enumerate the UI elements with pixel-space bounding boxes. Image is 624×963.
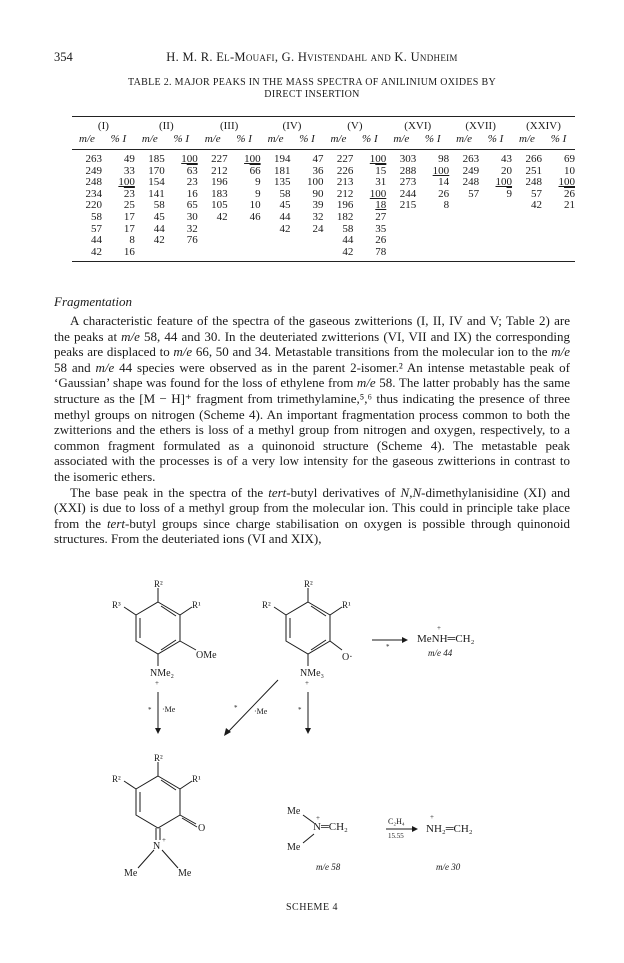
mass-spectra-table (72, 116, 575, 262)
table-cell (449, 200, 479, 212)
table-cell (228, 224, 261, 236)
scheme-4-drawing (110, 578, 530, 958)
table-col-mz: m/e (449, 133, 479, 150)
table-cell: 42 (323, 247, 353, 262)
mid-plus: + (305, 679, 309, 687)
table-cell: 69 (564, 153, 575, 165)
table-col-intensity: % I (165, 133, 198, 150)
me44-label: m/e 44 (428, 648, 453, 658)
table-group-header: (XVII) (449, 117, 512, 134)
mid-oxide: O· (342, 652, 353, 663)
table-cell: 263 (85, 153, 102, 165)
table-col-intensity: % I (291, 133, 324, 150)
table-cell (416, 224, 449, 236)
table-cell: 100 (369, 153, 387, 165)
table-cell (198, 235, 228, 247)
table-cell: 100 (432, 164, 450, 177)
table-cell (386, 212, 416, 224)
table-cell: 303 (399, 153, 417, 165)
table-cell: 42 (216, 210, 228, 223)
section-heading: Fragmentation (54, 294, 132, 309)
table-cell: 57 (530, 187, 542, 200)
table-group-header: (V) (323, 117, 386, 134)
table-cell: 220 (85, 199, 102, 212)
table-cell: 9 (255, 176, 261, 189)
table-cell: 288 (399, 164, 417, 177)
iminium-me-top: Me (287, 806, 301, 817)
table-cell (542, 224, 575, 236)
q-r1: R¹ (192, 774, 201, 784)
table-cell (198, 247, 228, 262)
table-cell: 26 (375, 234, 387, 247)
left-r3: R³ (112, 600, 121, 610)
table-group-header: (I) (72, 117, 135, 134)
arrow-star-1: * (386, 643, 390, 651)
arrow-head-menh (402, 637, 408, 643)
table-group-header: (III) (198, 117, 261, 134)
table-cell: 8 (129, 234, 135, 247)
table-cell: 90 (312, 187, 324, 200)
table-cell: 100 (369, 187, 387, 200)
table-cell: 234 (85, 187, 102, 200)
table-cell: 23 (186, 176, 198, 189)
table-cell: 44 (153, 222, 165, 235)
table-cell: 65 (186, 199, 198, 212)
table-cell (449, 224, 479, 236)
table-cell: 42 (279, 222, 291, 235)
table-cell: 141 (148, 187, 165, 200)
table-cell: 46 (249, 210, 261, 223)
iminium-me-bottom: Me (287, 842, 301, 853)
table-cell: 227 (211, 153, 228, 165)
table-group-header: (XVI) (386, 117, 449, 134)
table-cell: 44 (90, 234, 102, 247)
table-cell (198, 224, 228, 236)
table-caption-line-1: TABLE 2. MAJOR PEAKS IN THE MASS SPECTRA OF ANILINIUM OXIDES BY (128, 77, 496, 88)
table-cell: 10 (564, 164, 575, 177)
table-cell: 212 (336, 187, 354, 200)
table-cell: 76 (186, 234, 198, 247)
table-cell: 98 (438, 153, 450, 165)
table-cell (479, 212, 512, 224)
table-col-mz: m/e (261, 133, 291, 150)
table-cell: 183 (211, 187, 228, 200)
table-cell (291, 235, 324, 247)
table-row (72, 224, 575, 236)
table-cell: 30 (186, 210, 198, 223)
table-cell: 44 (279, 210, 291, 223)
table-cell: 33 (123, 164, 135, 177)
table-cell (416, 235, 449, 247)
table-cell: 215 (399, 199, 417, 212)
table-cell: 45 (279, 199, 291, 212)
table-cell: 170 (148, 164, 165, 177)
table-cell (449, 247, 479, 262)
iminium-n-ch2: N═CH₂ (313, 821, 348, 833)
c2h4-metastable: 15.55 (388, 832, 404, 840)
table-cell: 154 (148, 176, 165, 189)
table-cell: 49 (123, 153, 135, 165)
q-r2: R² (154, 753, 163, 763)
mid-r2: R² (304, 579, 313, 589)
table-cell (416, 212, 449, 224)
table-group-header: (XXIV) (512, 117, 575, 134)
table-cell: 36 (312, 164, 324, 177)
table-cell: 43 (501, 153, 513, 165)
table-cell: 32 (186, 222, 198, 235)
c2h4-label: C₂H₄ (388, 817, 405, 826)
table-cell (479, 247, 512, 262)
table-cell: 212 (211, 164, 228, 177)
diag-star: * (234, 704, 238, 712)
nh2-plus: + (430, 813, 434, 821)
left-me-loss: ·Me (162, 705, 176, 714)
table-cell: 58 (342, 222, 354, 235)
table-cell: 249 (462, 164, 480, 177)
table-col-mz: m/e (512, 133, 542, 150)
page-number: 354 (54, 50, 73, 64)
table-cell: 9 (506, 187, 513, 200)
scheme-label: SCHEME 4 (286, 902, 339, 913)
table-cell: 42 (153, 234, 165, 247)
table-row (72, 212, 575, 224)
table-col-mz: m/e (72, 133, 102, 150)
table-cell: 100 (306, 176, 324, 189)
table-cell: 15 (375, 164, 387, 177)
running-head-authors: H. M. R. El-Mouafi, G. Hvistendahl and K. Undheim (166, 50, 458, 64)
table-cell (228, 235, 261, 247)
table-cell: 248 (525, 176, 542, 189)
table-cell: 26 (438, 187, 450, 200)
table-cell (135, 247, 165, 262)
table-cell: 63 (186, 164, 198, 177)
table-cell (512, 235, 542, 247)
table-cell: 248 (462, 176, 480, 189)
table-cell (512, 224, 542, 236)
table-col-intensity: % I (542, 133, 575, 150)
me58-label: m/e 58 (316, 862, 341, 872)
table-cell: 266 (525, 153, 542, 165)
table-cell: 42 (530, 199, 542, 212)
table-cell: 251 (525, 164, 542, 177)
table-cell (165, 247, 198, 262)
table-cell: 18 (375, 199, 387, 212)
table-cell: 78 (353, 247, 386, 262)
table-cell: 213 (336, 176, 354, 189)
q-nitrogen: N (153, 841, 161, 852)
me30-label: m/e 30 (436, 862, 461, 872)
table-cell: 8 (443, 199, 450, 212)
scheme-4 (110, 578, 530, 958)
table-cell: 9 (255, 187, 261, 200)
anisidine-ring (124, 588, 196, 666)
q-me-left: Me (124, 868, 138, 879)
table-cell: 100 (495, 176, 513, 189)
mid-r2-left: R² (262, 600, 271, 610)
table-cell: 263 (462, 153, 480, 165)
table-cell: 100 (558, 176, 575, 189)
q-oxygen: O (198, 823, 206, 834)
table-cell (386, 224, 416, 236)
table-cell (261, 235, 291, 247)
table-cell (261, 247, 291, 262)
table-group-header: (IV) (261, 117, 324, 134)
table-col-intensity: % I (479, 133, 512, 150)
table-row (72, 200, 575, 212)
table-cell: 44 (342, 234, 354, 247)
q-r2-left: R² (112, 774, 121, 784)
diag-me-loss: ·Me (254, 707, 268, 716)
table-cell: 66 (249, 164, 261, 177)
table-cell: 105 (211, 199, 228, 212)
table-cell (416, 247, 449, 262)
table-cell (386, 235, 416, 247)
table-cell (228, 247, 261, 262)
table-col-intensity: % I (228, 133, 261, 150)
menh-ch2: MeNH═CH₂ (417, 633, 475, 645)
table-cell: 181 (274, 164, 291, 177)
table-cell: 273 (399, 176, 417, 189)
table-row (72, 247, 575, 262)
table-cell: 100 (181, 153, 198, 165)
table-cell: 185 (148, 153, 165, 165)
left-nme2: NMe₂ (150, 668, 175, 679)
nh2-ch2: NH₂═CH₂ (426, 823, 473, 835)
table-col-intensity: % I (102, 133, 135, 150)
table-cell: 35 (375, 222, 387, 235)
paragraph-2: The base peak in the spectra of the tert-butyl derivatives of N,N-dimethylanisidine (XI) and (XXI) is due to loss of a methyl group from the molecular ion. This could in principle take place from the tert-butyl groups since charge stabilisation on oxygen is possible through quinonoid structures. From the deuteriated ions (VI and XIX), (54, 484, 570, 547)
left-r2: R² (154, 579, 163, 589)
table-col-intensity: % I (353, 133, 386, 150)
table-cell: 196 (336, 199, 354, 212)
table-cell: 100 (244, 153, 261, 165)
table-cell: 58 (90, 210, 102, 223)
table-cell (542, 212, 575, 224)
table-cell: 45 (153, 210, 165, 223)
q-me-right: Me (178, 868, 192, 879)
table-col-mz: m/e (135, 133, 165, 150)
paragraph-1: A characteristic feature of the spectra of the gaseous zwitterions (I, II, IV and V; Table 2) are the peaks at m/e 58, 44 and 30. In the deuteriated zwitterions (VI, VII and IX) the corresponding peaks are displaced to m/e 66, 50 and 34. Metastable transitions from the molecular ion to the m/e 58 and m/e 44 species were observed as in the parent 2-isomer.² An intense metastable peak of ‘Gaussian’ shape was found for the loss of ethylene from m/e 58. The latter probably has the same structure as the [M − H]⁺ fragment from trimethylamine,⁵,⁶ thus indicating the presence of three methyl groups on nitrogen (Scheme 4). An important fragmentation process common to both the zwitterions and the ethers is loss of a methyl group from nitrogen and oxygen, respectively, to a common fragment formulated as a quinonoid structure (Scheme 4). The metastable peak associated with the processes is of a very low intensity for the gaseous zwitterions in contrast to the isomeric ethers. (54, 313, 570, 484)
table-cell: 20 (501, 164, 513, 177)
table-cell: 196 (211, 176, 228, 189)
table-cell (542, 247, 575, 262)
mid-star: * (298, 706, 302, 714)
table-cell: 32 (312, 210, 324, 223)
table-cell (512, 212, 542, 224)
table-row (72, 150, 575, 166)
table-row (72, 189, 575, 201)
table-cell (291, 247, 324, 262)
mid-r1: R¹ (342, 600, 351, 610)
body-text (54, 313, 570, 547)
table-cell: 58 (153, 199, 165, 212)
table-cell: 39 (312, 199, 324, 212)
table-cell: 194 (274, 153, 291, 165)
table-cell: 17 (123, 222, 135, 235)
table-cell (449, 212, 479, 224)
table-cell: 244 (399, 187, 417, 200)
table-cell (479, 235, 512, 247)
table-cell: 248 (85, 176, 102, 189)
table-cell (449, 235, 479, 247)
left-ome: OMe (196, 650, 217, 661)
table-cell: 57 (468, 187, 480, 200)
table-cell (479, 200, 512, 212)
table-cell: 23 (123, 187, 135, 200)
mid-nme3: NMe₃ (300, 668, 325, 679)
table-col-mz: m/e (323, 133, 353, 150)
table-cell: 42 (72, 247, 102, 262)
page-header (54, 50, 570, 66)
table-col-intensity: % I (416, 133, 449, 150)
table-cell: 227 (336, 153, 354, 165)
table-cell: 249 (85, 164, 102, 177)
table-cell: 25 (123, 199, 135, 212)
q-plus: + (162, 836, 166, 844)
table-cell: 31 (375, 176, 387, 189)
iminium-plus: + (316, 814, 320, 822)
table-cell: 10 (249, 199, 261, 212)
table-cell (479, 224, 512, 236)
table-cell: 47 (312, 153, 324, 165)
table-cell: 16 (102, 247, 135, 262)
table-cell: 17 (123, 210, 135, 223)
quinonoid-ring (124, 762, 197, 868)
table-row (72, 235, 575, 247)
left-star: * (148, 706, 152, 714)
table-caption (70, 77, 554, 101)
table-cell: 26 (564, 187, 575, 200)
table-cell: 182 (336, 210, 354, 223)
table-group-header: (II) (135, 117, 198, 134)
table-cell: 226 (336, 164, 354, 177)
table-cell: 21 (564, 199, 575, 212)
table-col-mz: m/e (198, 133, 228, 150)
table-cell: 58 (279, 187, 291, 200)
table-cell (512, 247, 542, 262)
left-plus: + (155, 679, 159, 687)
table-col-mz: m/e (386, 133, 416, 150)
menh-plus: + (437, 624, 441, 632)
left-r1: R¹ (192, 600, 201, 610)
table-cell: 24 (312, 222, 324, 235)
table-cell: 57 (90, 222, 102, 235)
table-cell (542, 235, 575, 247)
table-cell: 14 (438, 176, 450, 189)
table-caption-line-2: DIRECT INSERTION (264, 89, 360, 100)
table-cell: 100 (118, 176, 135, 189)
table-cell (386, 247, 416, 262)
table-cell: 16 (186, 187, 198, 200)
table-cell: 135 (274, 176, 291, 189)
table-cell: 27 (375, 210, 387, 223)
zwitterion-ring (274, 588, 342, 666)
